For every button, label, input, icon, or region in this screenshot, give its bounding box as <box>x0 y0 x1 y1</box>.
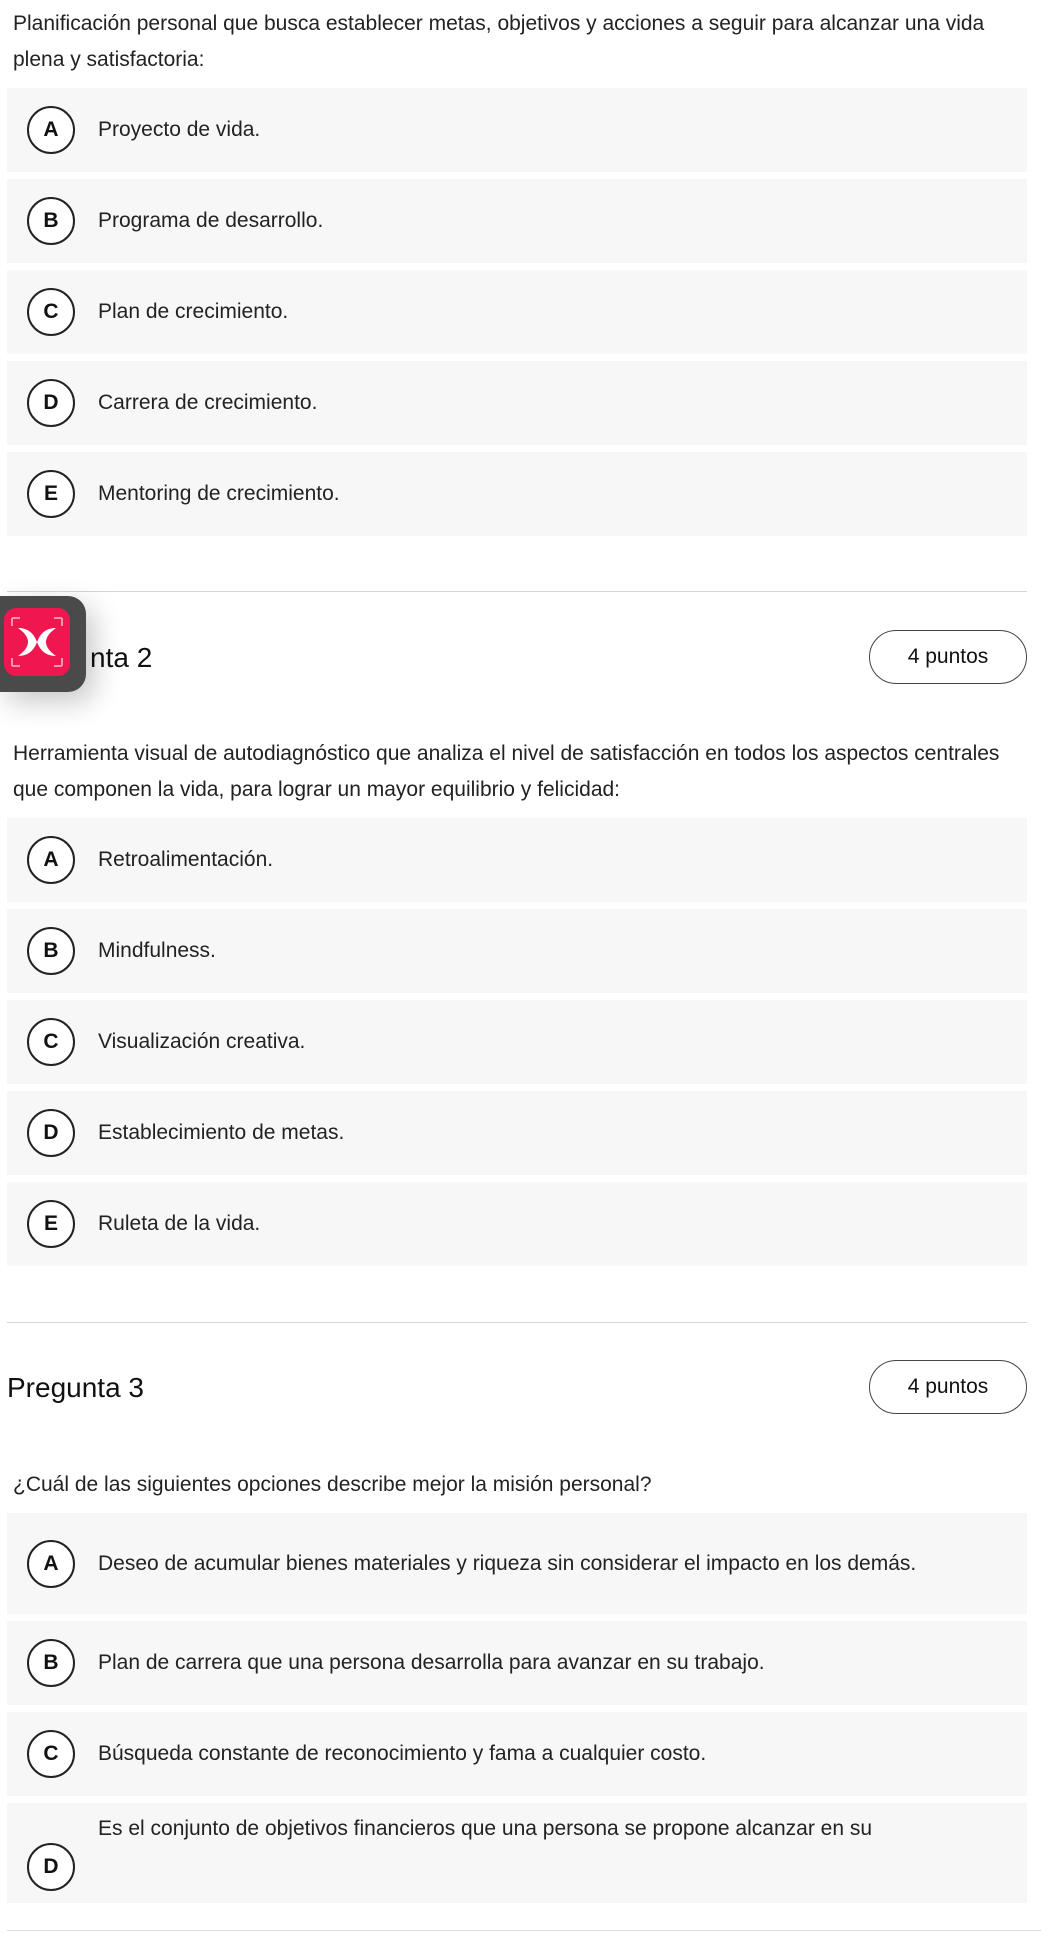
question-title: nta 2 <box>90 642 153 673</box>
option-letter: E <box>27 1200 75 1248</box>
option-label: Mindfulness. <box>98 939 216 962</box>
option-e[interactable] <box>7 1182 1027 1266</box>
option-label: Proyecto de vida. <box>98 118 261 141</box>
section-divider <box>7 1322 1027 1323</box>
option-letter: B <box>27 927 75 975</box>
option-letter: C <box>27 288 75 336</box>
option-letter: C <box>27 1730 75 1778</box>
section-divider <box>7 591 1027 592</box>
answer-options <box>7 818 1027 1266</box>
option-letter: A <box>27 106 75 154</box>
option-label: Plan de carrera que una persona desarrolla para avanzar en su trabajo. <box>98 1651 765 1674</box>
option-label: Ruleta de la vida. <box>98 1212 261 1235</box>
option-a[interactable] <box>7 818 1027 902</box>
question-title: Pregunta 3 <box>7 1372 144 1403</box>
option-letter: B <box>27 197 75 245</box>
option-label: Deseo de acumular bienes materiales y riqueza sin considerar el impacto en los demás. <box>98 1551 917 1575</box>
bottom-divider <box>7 1930 1041 1931</box>
option-letter: A <box>27 836 75 884</box>
option-letter: D <box>27 379 75 427</box>
option-b[interactable] <box>7 179 1027 263</box>
option-letter: C <box>27 1018 75 1066</box>
option-letter: E <box>27 470 75 518</box>
points-badge: 4 puntos <box>869 1360 1027 1414</box>
option-label: Plan de crecimiento. <box>98 300 289 323</box>
question-text: Planificación personal que busca establecer metas, objetivos y acciones a seguir para alcanzar una vida plena y satisfactoria: <box>13 12 985 71</box>
option-c[interactable] <box>7 270 1027 354</box>
option-d[interactable] <box>7 1803 1027 1903</box>
question-3 <box>7 1467 1027 1910</box>
option-letter: D <box>27 1843 75 1891</box>
option-d[interactable] <box>7 361 1027 445</box>
floating-tool-widget[interactable] <box>0 596 86 692</box>
option-a[interactable] <box>7 1513 1027 1614</box>
question-2-header <box>7 630 1027 686</box>
option-label: Establecimiento de metas. <box>98 1121 345 1144</box>
option-label: Es el conjunto de objetivos financieros que una persona se propone alcanzar en su <box>98 1817 873 1840</box>
option-e[interactable] <box>7 452 1027 536</box>
question-3-header <box>7 1360 1027 1416</box>
option-letter: A <box>27 1540 75 1588</box>
option-label: Visualización creativa. <box>98 1030 306 1053</box>
answer-options <box>7 88 1027 536</box>
option-b[interactable] <box>7 909 1027 993</box>
option-label: Retroalimentación. <box>98 848 274 871</box>
option-letter: B <box>27 1639 75 1687</box>
x-brand-logo-icon <box>4 608 70 676</box>
question-text: ¿Cuál de las siguientes opciones describe mejor la misión personal? <box>13 1473 652 1496</box>
question-text: Herramienta visual de autodiagnóstico que analiza el nivel de satisfacción en todos los aspectos centrales que componen la vida, para lograr un mayor equilibrio y felicidad: <box>13 742 1000 801</box>
question-2 <box>7 736 1027 1273</box>
option-label: Programa de desarrollo. <box>98 209 324 232</box>
option-c[interactable] <box>7 1000 1027 1084</box>
points-badge: 4 puntos <box>869 630 1027 684</box>
option-b[interactable] <box>7 1621 1027 1705</box>
option-d[interactable] <box>7 1091 1027 1175</box>
question-1 <box>7 6 1027 543</box>
answer-options <box>7 1513 1027 1903</box>
option-letter: D <box>27 1109 75 1157</box>
option-label: Carrera de crecimiento. <box>98 391 318 414</box>
option-a[interactable] <box>7 88 1027 172</box>
option-label: Búsqueda constante de reconocimiento y fama a cualquier costo. <box>98 1742 707 1765</box>
option-c[interactable] <box>7 1712 1027 1796</box>
option-label: Mentoring de crecimiento. <box>98 482 340 505</box>
